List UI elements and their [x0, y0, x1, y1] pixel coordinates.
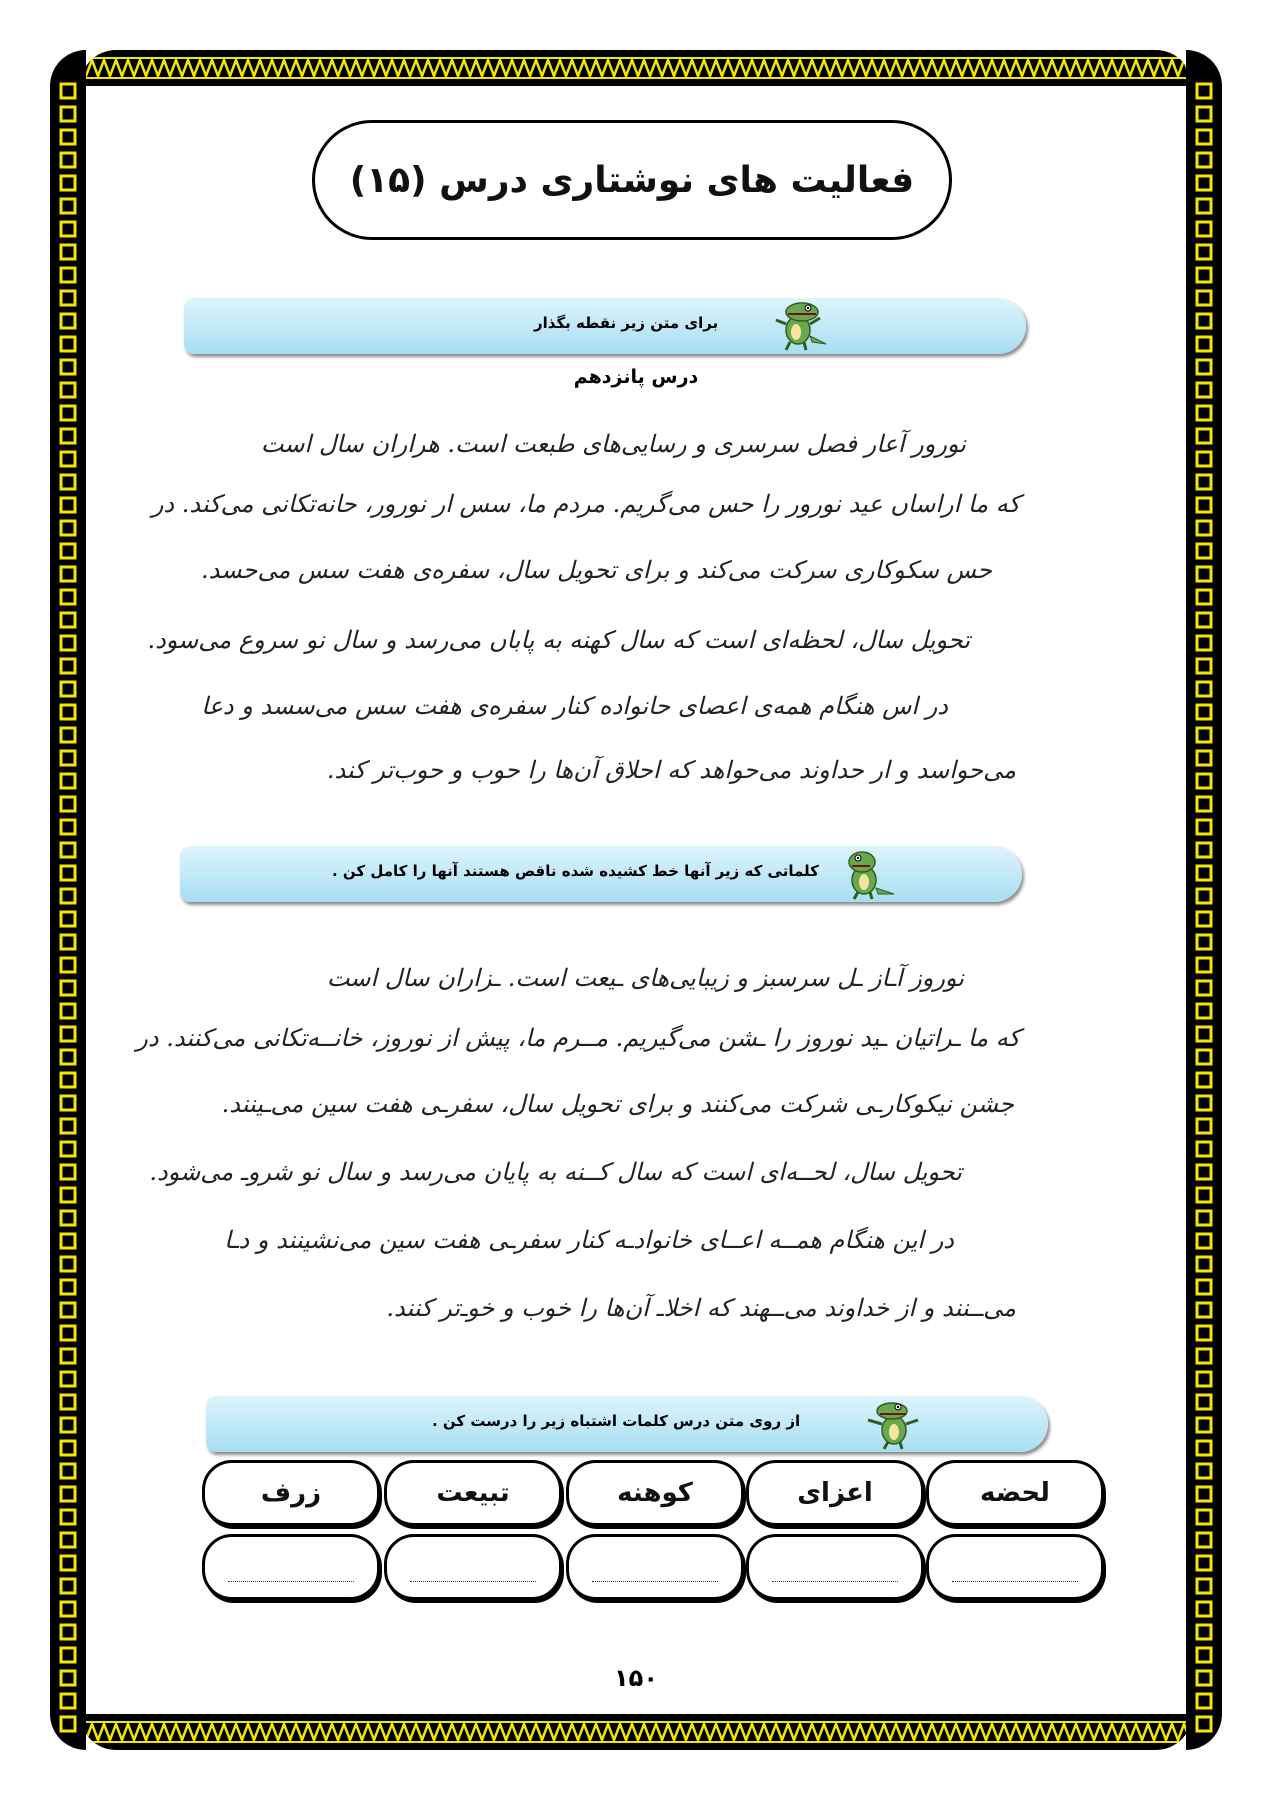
frame-square [1197, 567, 1211, 581]
frame-square [1197, 866, 1211, 880]
frame-square [61, 1211, 75, 1225]
frame-square [1197, 1671, 1211, 1685]
frame-square [1197, 1349, 1211, 1363]
frame-square [61, 659, 75, 673]
frame-square [1197, 84, 1211, 98]
frame-square [61, 84, 75, 98]
frame-square [61, 981, 75, 995]
frame-square [1197, 314, 1211, 328]
answer-line [410, 1581, 536, 1582]
frame-square [1197, 1464, 1211, 1478]
crocodile-icon [834, 848, 898, 900]
frame-square [1197, 613, 1211, 627]
frame-square [61, 1395, 75, 1409]
frame-square [61, 958, 75, 972]
frame-square [1197, 337, 1211, 351]
frame-square [61, 1004, 75, 1018]
frame-zigzag [80, 60, 1192, 76]
answer-box[interactable] [746, 1534, 924, 1600]
frame-square [61, 1625, 75, 1639]
frame-square [1197, 1648, 1211, 1662]
frame-square [1197, 291, 1211, 305]
frame-square [1197, 383, 1211, 397]
frame-square [61, 613, 75, 627]
frame-square [1197, 1510, 1211, 1524]
frame-square [1197, 222, 1211, 236]
frame-square [1197, 843, 1211, 857]
frame-square [61, 912, 75, 926]
frame-square [1197, 1073, 1211, 1087]
frame-square [1197, 544, 1211, 558]
frame-square [61, 1441, 75, 1455]
text-line: نورور آعار فصل سرسری و رسایی‌های طبعت است. هراران سال است [260, 430, 966, 458]
frame-square [61, 1533, 75, 1547]
frame-square [1197, 981, 1211, 995]
text-line: حس سکوکاری سرکت می‌کند و برای تحویل سال، سفره‌ی هفت سس می‌حسد. [201, 556, 992, 584]
frame-square [1197, 590, 1211, 604]
answer-line [952, 1581, 1078, 1582]
text-line: تحویل سال، لحظه‌ای است که سال کهنه به پاباں می‌رسد و سال نو سروع می‌سود. [147, 626, 970, 654]
answer-line [592, 1581, 718, 1582]
misspelled-word-box [566, 1460, 744, 1526]
frame-square [1197, 498, 1211, 512]
frame-square [61, 1418, 75, 1432]
frame-square [61, 636, 75, 650]
frame-square [1197, 1602, 1211, 1616]
frame-square [1197, 521, 1211, 535]
frame-square [1197, 176, 1211, 190]
misspelled-word: لحضه [980, 1478, 1050, 1508]
misspelled-word-box [202, 1460, 380, 1526]
instruction-banner-2 [180, 846, 1022, 902]
instruction-banner-1 [184, 298, 1026, 354]
frame-square [1197, 1027, 1211, 1041]
frame-square [61, 935, 75, 949]
frame-square [1197, 475, 1211, 489]
frame-square [61, 1579, 75, 1593]
frame-square [1197, 1395, 1211, 1409]
frame-square [61, 1487, 75, 1501]
frame-square [61, 475, 75, 489]
frame-square [1197, 1096, 1211, 1110]
frame-square [1197, 1280, 1211, 1294]
frame-square [61, 820, 75, 834]
frame-square [1197, 659, 1211, 673]
frame-square [61, 774, 75, 788]
frame-square [61, 176, 75, 190]
frame-square [61, 1510, 75, 1524]
frame-square [1197, 1119, 1211, 1133]
frame-square [61, 544, 75, 558]
frame-square [1197, 751, 1211, 765]
frame-square [61, 1165, 75, 1179]
frame-square [61, 245, 75, 259]
frame-square [1197, 1556, 1211, 1570]
misspelled-word: تبیعت [436, 1478, 510, 1508]
frame-square [1197, 107, 1211, 121]
text-line: تحویل سال، لحـ‌ـه‌ای است که سال کـ‌ـنه به پایان می‌رسد و سال نو شرو‌ـ می‌شود. [149, 1158, 962, 1186]
frame-square [1197, 636, 1211, 650]
frame-square [61, 521, 75, 535]
frame-square [61, 1464, 75, 1478]
frame-square [61, 222, 75, 236]
answer-line [228, 1581, 354, 1582]
frame-square [61, 1648, 75, 1662]
frame-square [1197, 1579, 1211, 1593]
frame-square [61, 866, 75, 880]
frame-square [1197, 935, 1211, 949]
frame-zigzag [80, 1724, 1192, 1740]
misspelled-word-box [926, 1460, 1104, 1526]
frame-square [1197, 1441, 1211, 1455]
frame-square [61, 843, 75, 857]
frame-square [1197, 1188, 1211, 1202]
frame-square [1197, 199, 1211, 213]
instruction-text-2: کلماتی که زیر آنها خط کشیده شده ناقص هستند آنها را کامل کن . [332, 862, 819, 880]
frame-square [61, 130, 75, 144]
frame-square [1197, 705, 1211, 719]
text-line: که ما ‌ـراتیان ‌ـید نوروز را ‌ـشن می‌گیریم. مـ‌ـرم ما، پیش از نوروز، خانـ‌ـه‌تکانی می‌کنند. در [136, 1024, 1020, 1052]
frame-square [61, 1671, 75, 1685]
frame-square [1197, 958, 1211, 972]
frame-square [1197, 682, 1211, 696]
frame-square [61, 1303, 75, 1317]
frame-square [61, 1602, 75, 1616]
text-line: جشن نیکوکار‌ـی شرکت می‌کنند و برای تحویل سال، سفر‌ـی هفت سین می‌ـینند. [221, 1090, 1014, 1118]
frame-square [61, 360, 75, 374]
worksheet-page [86, 86, 1186, 1714]
frame-square [61, 498, 75, 512]
answer-box[interactable] [384, 1534, 562, 1600]
frame-square [1197, 452, 1211, 466]
misspelled-word-box [746, 1460, 924, 1526]
frame-square [1197, 406, 1211, 420]
frame-square [61, 1188, 75, 1202]
frame-square [61, 1073, 75, 1087]
frame-square [61, 1372, 75, 1386]
frame-square [61, 383, 75, 397]
frame-right-border [1186, 50, 1222, 1750]
frame-square [1197, 1625, 1211, 1639]
frame-square [61, 1234, 75, 1248]
frame-square [1197, 1372, 1211, 1386]
frame-square [1197, 1142, 1211, 1156]
frame-square [1197, 360, 1211, 374]
frame-square [61, 1694, 75, 1708]
frame-square [61, 1119, 75, 1133]
frame-square [1197, 1303, 1211, 1317]
frame-square [61, 429, 75, 443]
frame-square [61, 452, 75, 466]
misspelled-word: زرف [260, 1478, 322, 1508]
lesson-subtitle: درس پانزدهم [573, 366, 699, 388]
frame-square [1197, 1050, 1211, 1064]
instruction-text-3: از روی متن درس کلمات اشتباه زیر را درست کن . [432, 1412, 801, 1430]
frame-left-border [50, 50, 86, 1750]
text-line: می‌حواسد و ار حداوند می‌حواهد که احلاق آن‌ها را حوب و حوب‌تر کند. [326, 756, 1016, 784]
answer-box[interactable] [566, 1534, 744, 1600]
frame-square [1197, 1418, 1211, 1432]
frame-square [61, 1050, 75, 1064]
frame-square [61, 567, 75, 581]
text-line: که ما اراساں عید نورور را حس می‌گریم. مردم ما، سس ار نورور، حانه‌تکانی می‌کند. در [151, 490, 1020, 518]
frame-top-border [80, 50, 1192, 86]
frame-square [61, 1556, 75, 1570]
crocodile-icon [862, 1398, 926, 1450]
frame-square [61, 1280, 75, 1294]
text-line: در این هنگام همـ‌ـه اعـ‌ـای خانواد‌ـه کنار سفر‌ـی هفت سین می‌نشینند و د‌ـا [224, 1226, 954, 1254]
instruction-text-1: برای متن زیر نقطه بگذار [534, 314, 719, 332]
frame-square [61, 337, 75, 351]
frame-square [1197, 1257, 1211, 1271]
frame-square [1197, 1487, 1211, 1501]
title-box [312, 120, 952, 240]
frame-square [1197, 912, 1211, 926]
frame-square [61, 797, 75, 811]
frame-square [1197, 268, 1211, 282]
frame-square [1197, 1717, 1211, 1731]
crocodile-icon [768, 300, 832, 352]
frame-square [1197, 1326, 1211, 1340]
frame-square [61, 889, 75, 903]
frame-square [1197, 1004, 1211, 1018]
frame-square [1197, 889, 1211, 903]
text-line: نوروز آ‌ـاز ـل سرسبز و زیبایی‌های ‌ـیعت است. ‌ـزاران سال است [326, 964, 964, 992]
instruction-banner-3 [206, 1396, 1048, 1452]
answer-box[interactable] [202, 1534, 380, 1600]
frame-square [1197, 820, 1211, 834]
frame-square [1197, 245, 1211, 259]
frame-square [61, 728, 75, 742]
frame-square [61, 1027, 75, 1041]
frame-square [61, 314, 75, 328]
frame-square [61, 590, 75, 604]
page-title: فعالیت های نوشتاری درس (۱۵) [349, 159, 915, 201]
frame-square [1197, 1165, 1211, 1179]
misspelled-word: اعزای [797, 1478, 873, 1508]
frame-square [1197, 728, 1211, 742]
frame-square [61, 153, 75, 167]
frame-square [61, 682, 75, 696]
frame-square [61, 291, 75, 305]
frame-square [61, 1349, 75, 1363]
frame-square [61, 406, 75, 420]
frame-square [1197, 797, 1211, 811]
frame-square [61, 1257, 75, 1271]
frame-square [61, 705, 75, 719]
text-line: می‌ـ‌ـنند و از خداوند می‌ـ‌ـهند که اخلا‌ـ آن‌ها را خوب و خو‌ـ‌تر کنند. [386, 1294, 1016, 1322]
frame-square [61, 268, 75, 282]
answer-box[interactable] [926, 1534, 1104, 1600]
frame-square [1197, 774, 1211, 788]
frame-square [61, 1717, 75, 1731]
page-number: ۱۵۰ [614, 1664, 658, 1692]
frame-square [61, 199, 75, 213]
frame-square [1197, 1694, 1211, 1708]
frame-square [1197, 130, 1211, 144]
frame-square [61, 107, 75, 121]
misspelled-word-box [384, 1460, 562, 1526]
frame-square [1197, 1211, 1211, 1225]
misspelled-word: کوهنه [617, 1478, 693, 1508]
frame-square [61, 751, 75, 765]
frame-square [61, 1096, 75, 1110]
frame-square [1197, 1533, 1211, 1547]
frame-square [61, 1142, 75, 1156]
frame-square [1197, 153, 1211, 167]
answer-line [772, 1581, 898, 1582]
frame-bottom-border [80, 1714, 1192, 1750]
text-line: در اس هنگام همه‌ی اعصای حانواده کنار سفره‌ی هفت سس می‌سسد و دعا [201, 692, 948, 720]
frame-square [1197, 429, 1211, 443]
frame-square [1197, 1234, 1211, 1248]
frame-square [61, 1326, 75, 1340]
